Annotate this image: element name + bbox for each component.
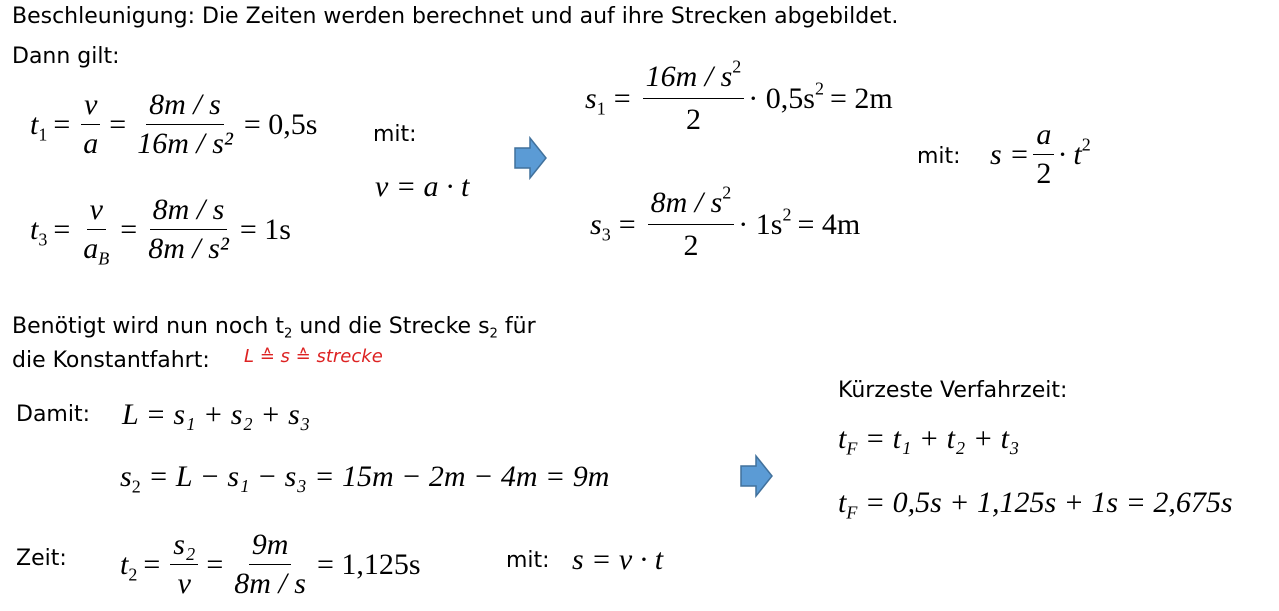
mit-label-3: mit: (506, 548, 550, 573)
right-arrow-icon (740, 454, 774, 498)
equation-t3: $t_3$ = $\frac{v}{a_B}$ = $\frac{8m / s}{\text{8m / s²}}$ = 1s (30, 193, 291, 269)
equation-s3: $s_3$ = $\frac{8m / s^2}{2}$ · $1s^2$ = 4m (590, 182, 861, 262)
result-title: Kürzeste Verfahrzeit: (838, 378, 1068, 403)
formula-v-equals-at: v = a · t (375, 170, 470, 203)
formula-s-equals-vt: s = v · t (572, 543, 664, 576)
section2-line-2: die Konstantfahrt: (12, 348, 210, 373)
zeit-label: Zeit: (16, 546, 67, 571)
formula-s-equals-a-half-t-squared: s = $\frac{a}{2}$ · $t^2$ (990, 118, 1091, 190)
equation-tF-sum: $t_F = t_1 + t_2 + t_3$ (838, 422, 1020, 459)
equation-tF-result: $t_F = 0,5s + 1,125s + 1s = 2,675s$ (838, 486, 1233, 523)
intro-line-2: Dann gilt: (12, 44, 120, 69)
equation-t1: $t_1$ = $\frac{v}{a}$ = $\frac{8m / s}{\text{16m / s²}}$ = 0,5s (30, 88, 318, 160)
mit-label-1: mit: (373, 122, 417, 147)
intro-line-1: Beschleunigung: Die Zeiten werden berechnet und auf ihre Strecken abgebildet. (12, 4, 899, 29)
equation-t2: $t_2$ = $\frac{\text{s₂}}{v}$ = $\frac{9m}{8m / s}$ = 1,125s (120, 528, 421, 600)
handwritten-note: L ≙ s ≙ strecke (244, 346, 383, 367)
equation-s1: $s_1$ = $\frac{16m / s^2}{2}$ · $0,5s^2$ = 2m (585, 56, 893, 136)
right-arrow-icon (514, 136, 548, 180)
section2-line-1: Benötigt wird nun noch $t_2$ und die Strecke $s_2$ für (12, 314, 536, 342)
damit-label: Damit: (16, 402, 91, 427)
mit-label-2: mit: (917, 144, 961, 169)
equation-L-sum: L = s₁ + s₂ + s₃ (122, 398, 311, 431)
equation-s2: $s_2 = L - s_1 - s_3 = 15m - 2m - 4m = 9m$ (120, 460, 610, 497)
